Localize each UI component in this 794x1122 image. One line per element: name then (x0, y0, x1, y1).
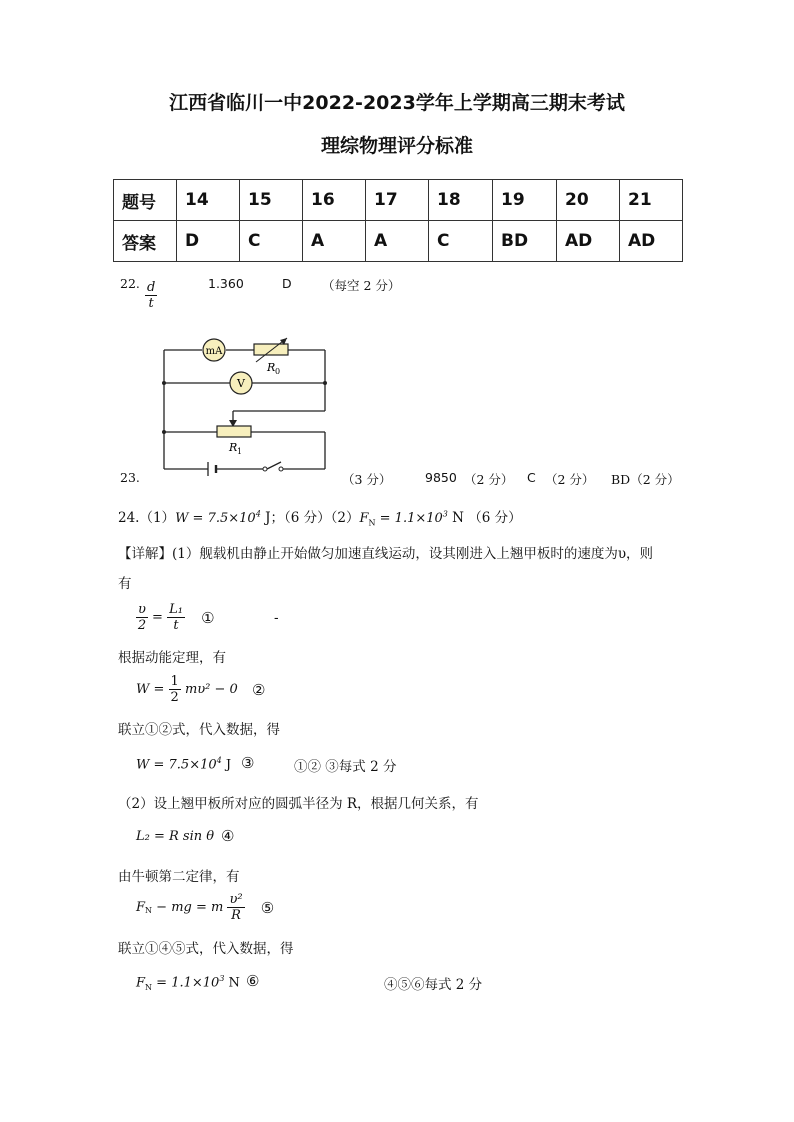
q24-force-value: = 1.1×10 (375, 511, 443, 526)
eq1-lhs-num: υ (138, 602, 146, 617)
equation-1 (136, 602, 215, 633)
combine-text-2: 联立①④⑤式，代入数据，得 (118, 941, 294, 957)
table-cell: 17 (366, 180, 429, 221)
q23-score-3: （2 分） (545, 472, 595, 487)
answer-table (113, 179, 683, 262)
table-cell: AD (620, 221, 683, 262)
page-subtitle: 理综物理评分标准 (320, 135, 473, 157)
q23-score-2: （2 分） (464, 472, 514, 487)
table-cell: 15 (240, 180, 303, 221)
part2-text: （2）设上翘甲板所对应的圆弧半径为 R，根据几何关系，有 (118, 796, 479, 812)
eq4-mark: ④ (221, 827, 235, 845)
table-cell: 19 (493, 180, 557, 221)
eq2-lhs: W = (136, 682, 165, 697)
detail-intro: 【详解】(1）舰载机由静止开始做匀加速直线运动，设其刚进入上翘甲板时的速度为υ，则 (118, 546, 654, 562)
equation-2 (136, 674, 265, 705)
eq1-rhs-den: t (173, 618, 179, 633)
q24-force-sub: N (368, 518, 376, 528)
eq3-exp: 4 (216, 756, 222, 765)
equation-3 (136, 756, 231, 772)
equation-4: L₂ = R sin θ (136, 829, 215, 844)
eq6-exp: 3 (219, 974, 225, 983)
eq1-rhs-num: L₁ (169, 602, 183, 617)
milliammeter-label: mA (205, 346, 223, 357)
resistor-r1-sub: 1 (237, 447, 243, 456)
eq6-score-note: ④⑤⑥每式 2 分 (384, 977, 483, 993)
table-cell: 20 (557, 180, 620, 221)
q24-force-exp: 3 (442, 509, 448, 519)
q22-frac-den: t (148, 296, 154, 311)
table-cell: C (429, 221, 493, 262)
table-cell: 18 (429, 180, 493, 221)
resistor-r1-label: R (229, 441, 238, 454)
eq3-unit: J (221, 757, 232, 773)
eq5-frac-den: R (231, 908, 241, 923)
eq3-mark: ③ (241, 754, 255, 772)
resistor-r0-sub: 0 (275, 367, 281, 376)
table-cell: D (177, 221, 240, 262)
q23-value-1: 9850 (425, 470, 457, 485)
eq1-mark: ① (201, 608, 215, 627)
combine-text-1: 联立①②式，代入数据，得 (118, 722, 280, 738)
eq2-rhs: mυ² − 0 (184, 682, 238, 697)
eq5-lhs: F (136, 900, 146, 915)
kinetic-theorem-text: 根据动能定理，有 (118, 650, 226, 666)
table-cell: A (366, 221, 429, 262)
table-cell: AD (557, 221, 620, 262)
q23-score-1: （3 分） (342, 472, 392, 487)
eq2-mark: ② (251, 680, 266, 699)
circuit-diagram (155, 336, 335, 476)
table-row (114, 221, 683, 262)
eq5-mark: ⑤ (260, 898, 275, 917)
q24-force-symbol: F (359, 511, 369, 526)
eq1-equals: = (152, 610, 163, 625)
q22-number: 22. (120, 276, 140, 291)
table-cell: 16 (303, 180, 366, 221)
table-cell: C (240, 221, 303, 262)
eq1-lhs-den: 2 (137, 618, 147, 633)
q23-value-2: C (527, 470, 536, 485)
voltmeter-label: V (237, 377, 245, 390)
resistor-r0-label: R (267, 361, 276, 374)
detail-intro-2: 有 (118, 576, 132, 592)
eq6-f: F (136, 975, 146, 991)
table-row (114, 180, 683, 221)
equation-6 (136, 974, 240, 992)
eq2-frac-den: 2 (170, 690, 179, 705)
q23-number: 23. (120, 470, 140, 485)
resistor-r1-icon (217, 426, 251, 437)
table-cell: BD (493, 221, 557, 262)
page-title: 江西省临川一中2022-2023学年上学期高三期末考试 (169, 92, 625, 114)
q22-fraction (145, 280, 157, 311)
table-cell: A (303, 221, 366, 262)
q22-value-1: 1.360 (208, 276, 244, 291)
table-cell: 14 (177, 180, 240, 221)
q24-work-answer: W = 7.5×10 (175, 511, 256, 526)
q24-summary (118, 506, 522, 528)
q22-score-note: （每空 2 分） (322, 278, 401, 293)
table-cell: 题号 (114, 180, 177, 221)
eq5-mid: − mg = m (152, 900, 224, 915)
q22-value-2: D (282, 276, 292, 291)
eq6-sub: N (145, 982, 153, 992)
eq5-lhs-sub: N (145, 906, 153, 915)
table-cell: 答案 (114, 221, 177, 262)
resistor-r0-icon (254, 344, 288, 355)
eq2-frac-num: 1 (170, 674, 179, 689)
newton-law-text: 由牛顿第二定律，有 (118, 869, 240, 885)
table-cell: 21 (620, 180, 683, 221)
q23-value-3: BD（2 分） (611, 472, 680, 487)
equation-5 (136, 892, 274, 923)
q24-work-unit: J；（6 分）（2） (260, 510, 360, 526)
eq6-unit: N (224, 975, 240, 991)
q24-force-unit: N （6 分） (447, 510, 522, 526)
eq3-value: W = 7.5×10 (136, 757, 217, 773)
eq3-score-note: ①② ③每式 2 分 (294, 759, 397, 775)
q22-frac-num: d (147, 280, 156, 295)
eq5-frac-num: υ² (229, 892, 243, 907)
q24-work-exp: 4 (255, 509, 261, 519)
eq6-value: = 1.1×10 (152, 975, 220, 991)
eq6-mark: ⑥ (246, 972, 260, 990)
eq1-dash: - (274, 610, 279, 626)
q24-prefix: 24.（1） (118, 510, 176, 526)
switch-icon (263, 467, 267, 471)
